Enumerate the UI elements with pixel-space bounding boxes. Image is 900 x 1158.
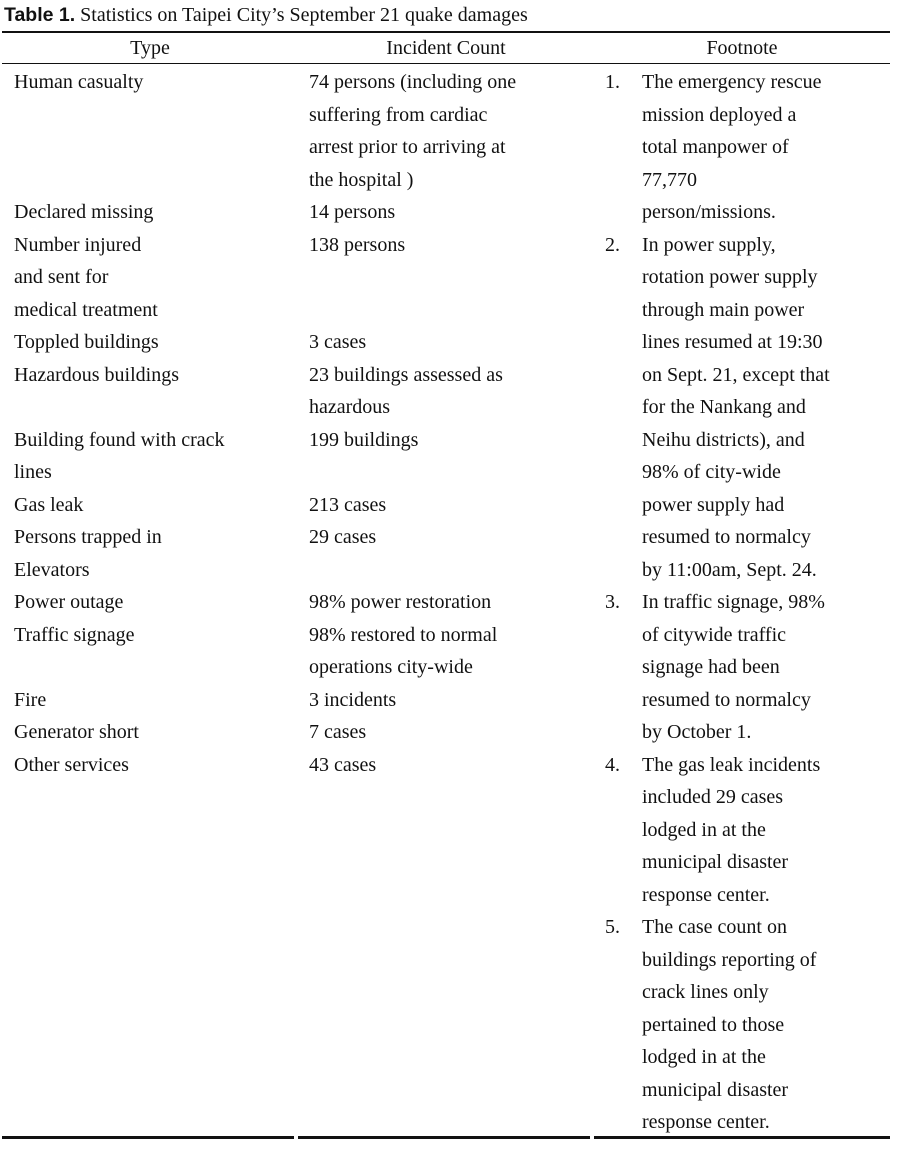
footnote-line: signage had been — [642, 656, 780, 678]
footnote-line: 77,770 — [642, 168, 697, 191]
row-type — [14, 424, 294, 489]
header-type: Type — [130, 37, 170, 59]
row-count — [309, 229, 589, 262]
footnote-line: by 11:00am, Sept. 24. — [642, 558, 817, 581]
row-count-line: 3 cases — [309, 331, 367, 353]
row-type-line: lines — [14, 461, 52, 483]
footnote-line: resumed to normalcy — [642, 688, 811, 711]
footnote-number: 4. — [605, 753, 620, 776]
row-count — [309, 586, 589, 619]
row-count-line: operations city-wide — [309, 656, 473, 678]
row-type-line: Fire — [14, 688, 47, 711]
footnote-line: pertained to those — [642, 1013, 785, 1036]
row-type-line: Toppled buildings — [14, 331, 159, 353]
row-count-line: 43 cases — [309, 753, 377, 776]
footnote-line: response center. — [642, 1111, 770, 1133]
footnote-line: crack lines only — [642, 981, 769, 1003]
footnote-line: In traffic signage, 98% — [642, 591, 825, 613]
footnote-line: response center. — [642, 883, 770, 906]
footnote-line: on Sept. 21, except that — [642, 363, 830, 386]
row-type-line: medical treatment — [14, 298, 158, 321]
row-type-line: Generator short — [14, 721, 139, 743]
row-type-line: Number injured — [14, 233, 142, 256]
footnote-line: The gas leak incidents — [642, 753, 821, 776]
footnote-line: buildings reporting of — [642, 948, 817, 971]
row-count-line: 29 cases — [309, 526, 377, 548]
row-count-line: 7 cases — [309, 721, 367, 743]
footnote-text — [642, 586, 890, 749]
row-count-line: hazardous — [309, 396, 391, 418]
header-footnote: Footnote — [706, 37, 778, 59]
row-type — [14, 684, 294, 717]
row-count-line: arrest prior to arriving at — [309, 136, 506, 158]
footnote-line: for the Nankang and — [642, 396, 806, 418]
footnote-number: 1. — [605, 71, 620, 93]
footnote-line: power supply had — [642, 493, 785, 516]
row-count — [309, 619, 589, 684]
row-type-line: Power outage — [14, 591, 124, 613]
footnote-text — [642, 66, 890, 229]
row-type — [14, 359, 294, 392]
row-count — [309, 66, 589, 196]
footnote-line: lodged in at the — [642, 818, 766, 841]
footnote-line: In power supply, — [642, 233, 776, 256]
footnote-line: by October 1. — [642, 721, 752, 743]
row-count — [309, 196, 589, 229]
row-type-line: Building found with crack — [14, 428, 225, 451]
row-type — [14, 521, 294, 586]
bottom-rule-count — [298, 1136, 590, 1139]
footnote-line: The case count on — [642, 916, 787, 938]
row-count — [309, 716, 589, 749]
footnote-line: mission deployed a — [642, 103, 797, 126]
row-count — [309, 684, 589, 717]
footnote-line: Neihu districts), and — [642, 428, 805, 451]
row-type-line: Persons trapped in — [14, 526, 162, 548]
row-count — [309, 489, 589, 522]
row-type — [14, 489, 294, 522]
row-type-line: Elevators — [14, 558, 90, 581]
footnote-text — [642, 911, 890, 1139]
row-type-line: Gas leak — [14, 493, 84, 516]
bottom-rule-type — [2, 1136, 294, 1139]
row-type-line: Declared missing — [14, 201, 154, 223]
footnote-line: total manpower of — [642, 136, 789, 158]
row-type — [14, 326, 294, 359]
caption-text: Statistics on Taipei City’s September 21 quake damages — [80, 4, 528, 26]
header-rule — [2, 63, 890, 64]
footnote-text — [642, 229, 890, 587]
table-caption — [4, 4, 528, 26]
footnote-number: 5. — [605, 916, 620, 938]
footnote-number: 2. — [605, 233, 620, 256]
footnote-line: of citywide traffic — [642, 623, 787, 646]
row-count-line: 213 cases — [309, 493, 387, 516]
row-count-line: 74 persons (including one — [309, 71, 517, 93]
footnote-number: 3. — [605, 591, 620, 613]
row-count — [309, 749, 589, 782]
row-count-line: 98% power restoration — [309, 591, 492, 613]
row-count-line: 199 buildings — [309, 428, 419, 451]
footnote-line: 98% of city-wide — [642, 461, 781, 483]
row-count — [309, 359, 589, 424]
top-rule — [2, 31, 890, 33]
row-count — [309, 521, 589, 554]
row-count-line: the hospital ) — [309, 168, 414, 191]
footnote-text — [642, 749, 890, 912]
row-type — [14, 586, 294, 619]
footnote-line: The emergency rescue — [642, 71, 822, 93]
row-type — [14, 716, 294, 749]
row-count-line: 23 buildings assessed as — [309, 363, 503, 386]
row-type-line: Human casualty — [14, 71, 144, 93]
row-type-line: Other services — [14, 753, 129, 776]
row-type — [14, 619, 294, 652]
footnote-line: person/missions. — [642, 201, 776, 223]
row-count-line: 14 persons — [309, 201, 396, 223]
footnote-line: lines resumed at 19:30 — [642, 331, 823, 353]
footnote-line: resumed to normalcy — [642, 526, 811, 548]
footnote-line: lodged in at the — [642, 1046, 766, 1068]
row-type — [14, 229, 294, 327]
row-count-line: 3 incidents — [309, 688, 397, 711]
row-count — [309, 326, 589, 359]
row-type — [14, 196, 294, 229]
row-type-line: Hazardous buildings — [14, 363, 179, 386]
row-type — [14, 749, 294, 782]
footnote-line: through main power — [642, 298, 805, 321]
row-count-line: 138 persons — [309, 233, 406, 256]
row-type-line: Traffic signage — [14, 623, 135, 646]
header-incident-count: Incident Count — [386, 37, 506, 59]
footnote-line: municipal disaster — [642, 851, 789, 873]
footnote-line: included 29 cases — [642, 786, 784, 808]
row-count-line: suffering from cardiac — [309, 103, 488, 126]
row-count-line: 98% restored to normal — [309, 623, 498, 646]
row-type — [14, 66, 294, 99]
caption-label: Table 1. — [4, 4, 76, 26]
footnote-line: rotation power supply — [642, 266, 818, 288]
footnote-line: municipal disaster — [642, 1078, 789, 1101]
row-count — [309, 424, 589, 457]
bottom-rule-footnote — [594, 1136, 890, 1139]
row-type-line: and sent for — [14, 266, 109, 288]
